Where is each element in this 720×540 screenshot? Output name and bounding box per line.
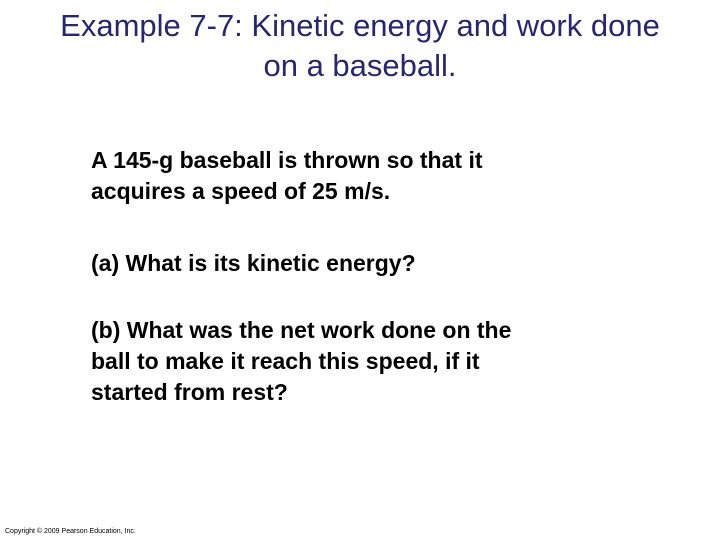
question-b [91, 315, 511, 408]
text-line: (b) What was the net work done on the [91, 317, 512, 343]
text-line: ball to make it reach this speed, if it [91, 348, 480, 374]
text-line: A 145-g baseball is thrown so that it [91, 147, 483, 173]
title-line: on a baseball. [263, 48, 457, 83]
problem-statement [91, 145, 483, 207]
title-line: Example 7-7: Kinetic energy and work done [60, 8, 660, 43]
text-line: acquires a speed of 25 m/s. [91, 178, 391, 204]
question-a [91, 248, 416, 279]
text-line: (a) What is its kinetic energy? [91, 250, 416, 276]
copyright-notice: Copyright © 2009 Pearson Education, Inc. [5, 528, 136, 535]
slide-title [10, 6, 710, 86]
text-line: started from rest? [91, 379, 288, 405]
